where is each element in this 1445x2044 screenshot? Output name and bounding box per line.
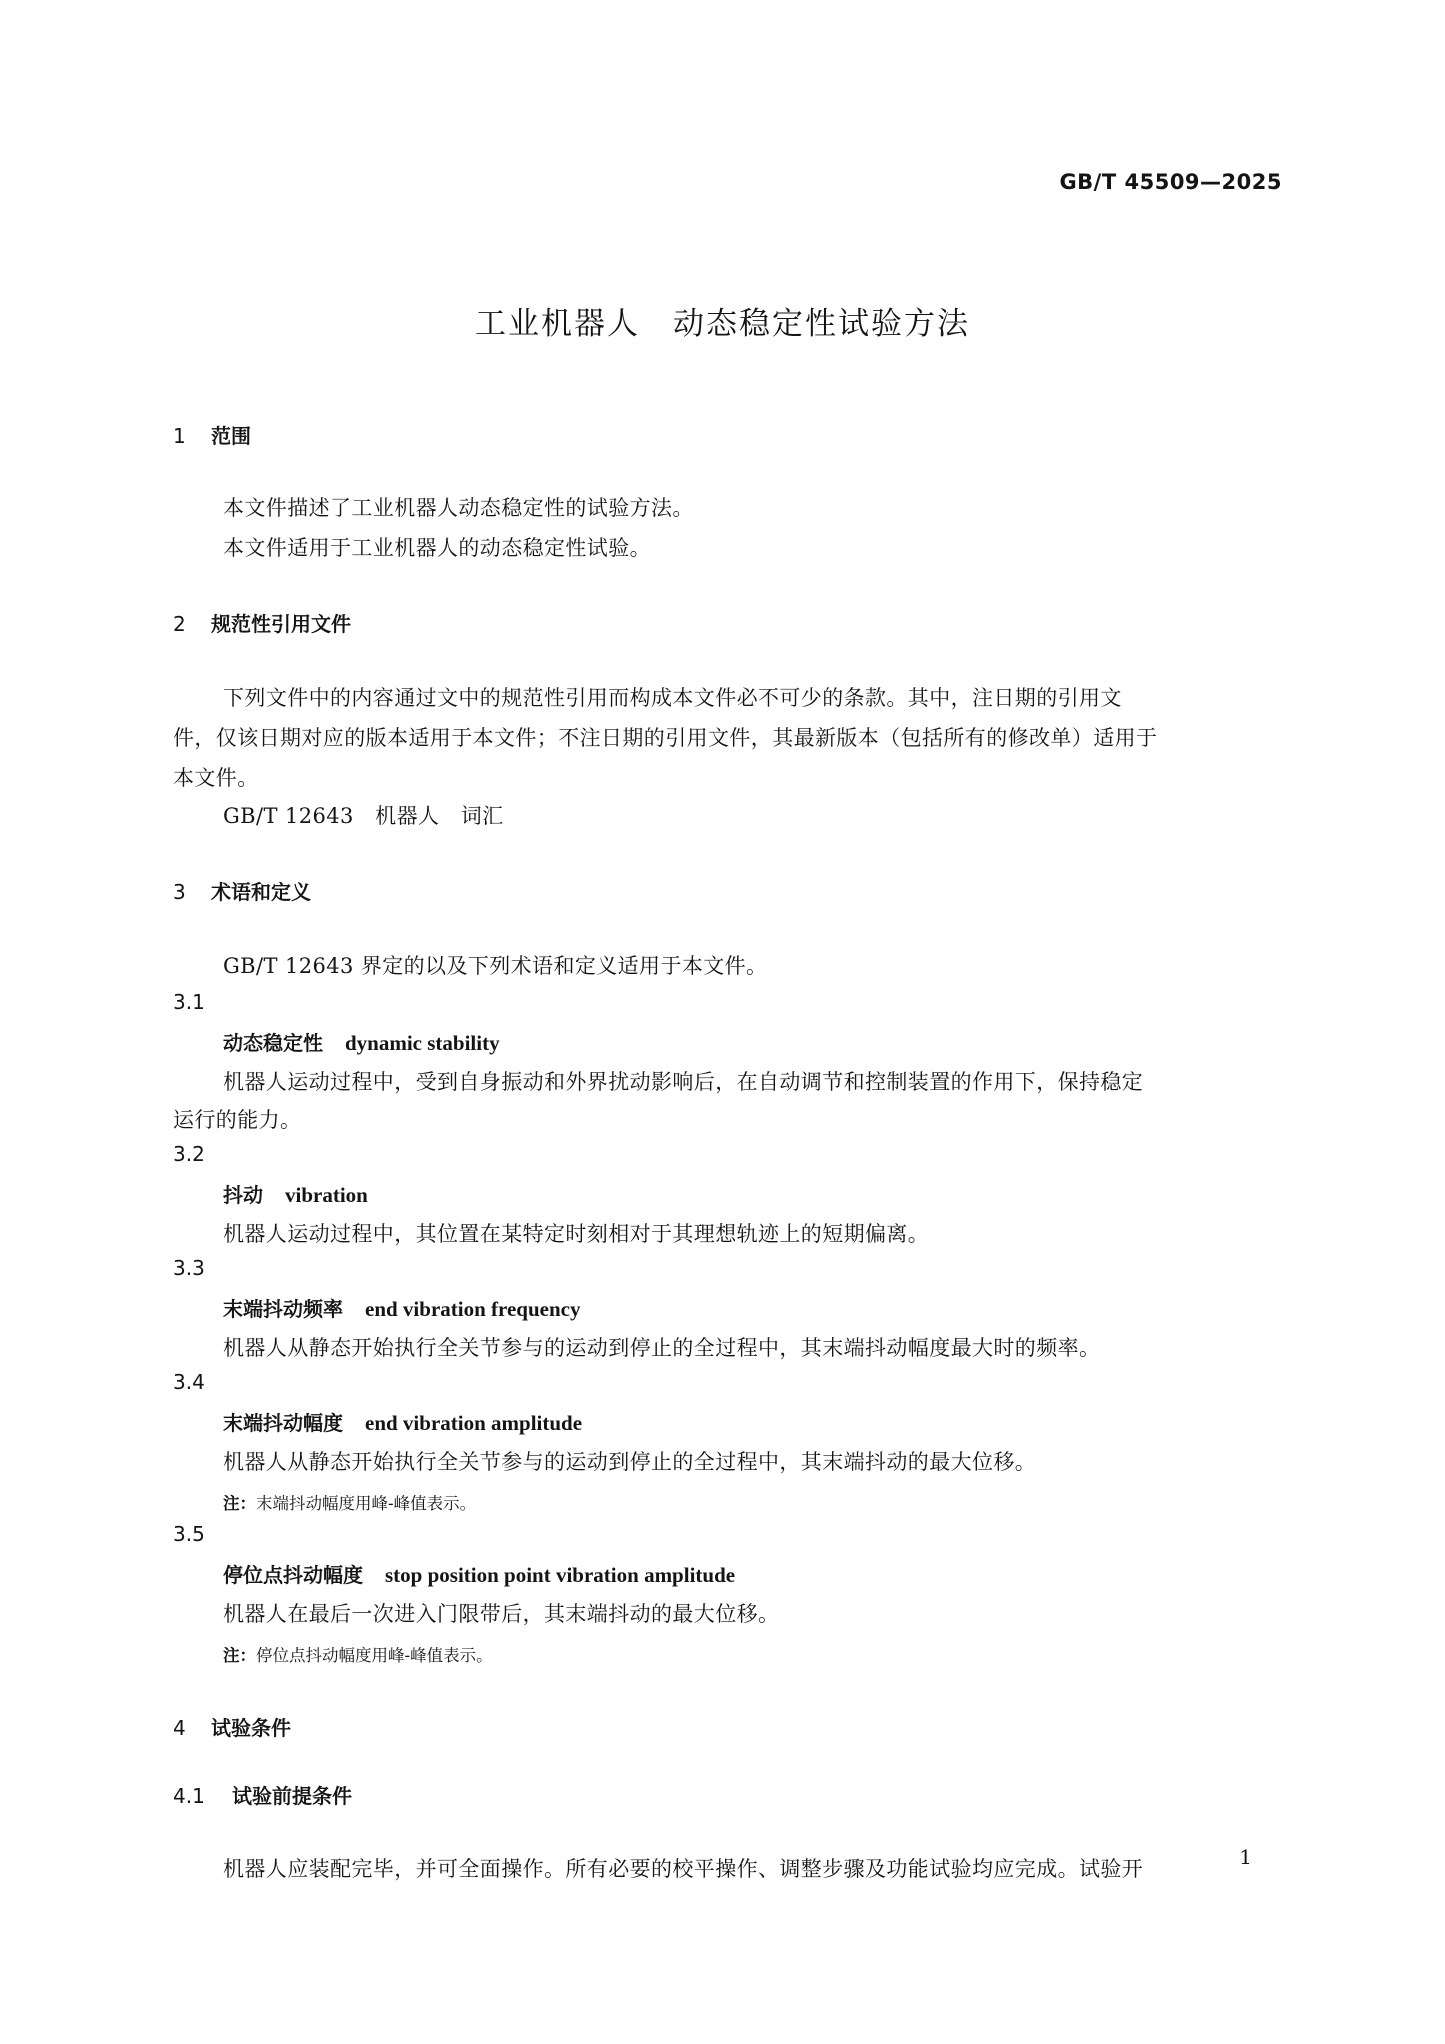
term-definition: 机器人从静态开始执行全关节参与的运动到停止的全过程中，其末端抖动幅度最大时的频率。 [223, 1336, 1101, 1360]
term-en: end vibration frequency [365, 1297, 581, 1321]
term-definition: 机器人运动过程中，其位置在某特定时刻相对于其理想轨迹上的短期偏离。 [223, 1222, 930, 1246]
paragraph-line: 件，仅该日期对应的版本适用于本文件；不注日期的引用文件，其最新版本（包括所有的修改单）适用于 [173, 726, 1158, 750]
term-zh: 抖动 [223, 1183, 263, 1207]
term-definition: 机器人从静态开始执行全关节参与的运动到停止的全过程中，其末端抖动的最大位移。 [223, 1450, 1037, 1474]
section-4-heading [173, 1712, 291, 1741]
section-title: 规范性引用文件 [211, 612, 351, 636]
paragraph: 本文件描述了工业机器人动态稳定性的试验方法。 [223, 496, 694, 520]
normative-reference: GB/T 12643 机器人 词汇 [223, 804, 504, 828]
term-number: 3.5 [173, 1522, 205, 1546]
subsection-title: 试验前提条件 [232, 1784, 352, 1808]
term-zh: 末端抖动频率 [223, 1297, 343, 1321]
section-1-heading [173, 420, 251, 449]
term-heading [223, 1027, 500, 1056]
term-definition: 运行的能力。 [173, 1108, 302, 1132]
section-2-heading [173, 608, 351, 637]
note-text: 停位点抖动幅度用峰-峰值表示。 [256, 1646, 493, 1665]
term-heading [223, 1559, 735, 1588]
term-definition: 机器人运动过程中，受到自身振动和外界扰动影响后，在自动调节和控制装置的作用下，保持稳定 [223, 1070, 1144, 1094]
term-definition: 机器人在最后一次进入门限带后，其末端抖动的最大位移。 [223, 1602, 780, 1626]
page-number: 1 [1239, 1845, 1252, 1869]
term-number: 3.3 [173, 1256, 205, 1280]
subsection-4-1-heading [173, 1780, 352, 1809]
term-heading [223, 1407, 582, 1436]
term-note [223, 1642, 493, 1666]
term-en: vibration [285, 1183, 368, 1207]
document-title: 工业机器人 动态稳定性试验方法 [475, 306, 970, 342]
note-label: 注： [223, 1646, 256, 1665]
term-en: end vibration amplitude [365, 1411, 583, 1435]
paragraph: 本文件适用于工业机器人的动态稳定性试验。 [223, 536, 651, 560]
term-zh: 动态稳定性 [223, 1031, 323, 1055]
paragraph: GB/T 12643 界定的以及下列术语和定义适用于本文件。 [223, 954, 768, 978]
note-label: 注： [223, 1494, 256, 1513]
section-3-heading [173, 876, 311, 905]
term-en: stop position point vibration amplitude [385, 1563, 736, 1587]
term-number: 3.4 [173, 1370, 205, 1394]
standard-code: GB/T 45509—2025 [1059, 170, 1282, 194]
term-zh: 停位点抖动幅度 [223, 1563, 363, 1587]
section-number: 2 [173, 612, 186, 636]
section-title: 范围 [211, 424, 251, 448]
term-note [223, 1490, 476, 1514]
paragraph-line: 本文件。 [173, 766, 259, 790]
term-zh: 末端抖动幅度 [223, 1411, 343, 1435]
subsection-number: 4.1 [173, 1784, 205, 1808]
note-text: 末端抖动幅度用峰-峰值表示。 [256, 1494, 477, 1513]
section-number: 3 [173, 880, 186, 904]
term-heading [223, 1179, 368, 1208]
paragraph-line: 机器人应装配完毕，并可全面操作。所有必要的校平操作、调整步骤及功能试验均应完成。试验开 [223, 1857, 1144, 1881]
paragraph-line: 下列文件中的内容通过文中的规范性引用而构成本文件必不可少的条款。其中，注日期的引用文 [223, 686, 1122, 710]
term-en: dynamic stability [345, 1031, 500, 1055]
section-title: 术语和定义 [211, 880, 311, 904]
section-number: 1 [173, 424, 186, 448]
term-heading [223, 1293, 580, 1322]
section-title: 试验条件 [211, 1716, 291, 1740]
section-number: 4 [173, 1716, 186, 1740]
term-number: 3.1 [173, 990, 205, 1014]
term-number: 3.2 [173, 1142, 205, 1166]
